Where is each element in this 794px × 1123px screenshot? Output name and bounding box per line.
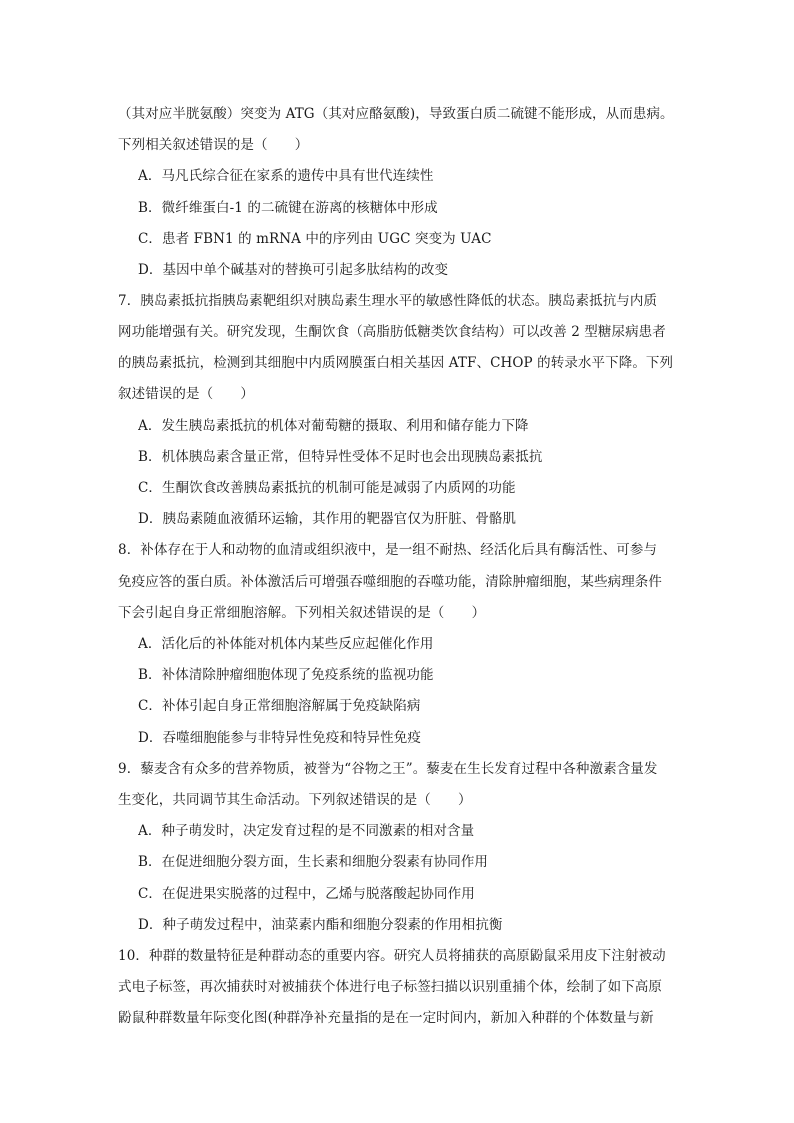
q9-option-c: C．在促进果实脱落的过程中，乙烯与脱落酸起协同作用 (138, 886, 475, 902)
q9-option-a: A．种子萌发时，决定发育过程的是不同激素的相对含量 (138, 823, 475, 839)
q10-stem-line-3: 鼢鼠种群数量年际变化图(种群净补充量指的是在一定时间内，新加入种群的个体数量与新 (118, 1010, 654, 1026)
q6-option-c: C．患者 FBN1 的 mRNA 中的序列由 UGC 突变为 UAC (138, 231, 492, 247)
q9-option-b: B．在促进细胞分裂方面，生长素和细胞分裂素有协同作用 (138, 854, 489, 870)
q10-stem-line-2: 式电子标签，再次捕获时对被捕获个体进行电子标签扫描以识别重捕个体，绘制了如下高原 (118, 979, 662, 995)
q8-stem-line-3: 下会引起自身正常细胞溶解。下列相关叙述错误的是（ ） (118, 605, 486, 621)
q6-stem-line-2: 下列相关叙述错误的是（ ） (118, 137, 309, 153)
q6-stem-line-1: （其对应半胱氨酸）突变为 ATG（其对应酪氨酸)，导致蛋白质二硫键不能形成，从而患病。 (118, 106, 674, 122)
q7-stem-line-3: 的胰岛素抵抗，检测到其细胞中内质网膜蛋白相关基因 ATF、CHOP 的转录水平下降。下列 (118, 355, 674, 371)
q8-stem-line-2: 免疫应答的蛋白质。补体激活后可增强吞噬细胞的吞噬功能，清除肿瘤细胞，某些病理条件 (118, 574, 662, 590)
q9-stem-line-1: 9．藜麦含有众多的营养物质，被誉为“谷物之王”。藜麦在生长发育过程中各种激素含量发 (118, 761, 658, 777)
q8-option-c: C．补体引起自身正常细胞溶解属于免疫缺陷病 (138, 698, 421, 714)
q7-stem-line-4: 叙述错误的是（ ） (118, 386, 254, 402)
q8-stem-line-1: 8．补体存在于人和动物的血清或组织液中，是一组不耐热、经活化后具有酶活性、可参与 (118, 542, 658, 558)
q8-option-b: B．补体清除肿瘤细胞体现了免疫系统的监视功能 (138, 667, 434, 683)
q7-option-d: D．胰岛素随血液循环运输，其作用的靶器官仅为肝脏、骨骼肌 (138, 511, 517, 527)
q8-option-a: A．活化后的补体能对机体内某些反应起催化作用 (138, 636, 434, 652)
q7-option-b: B．机体胰岛素含量正常，但特异性受体不足时也会出现胰岛素抵抗 (138, 449, 543, 465)
q9-stem-line-2: 生变化，共同调节其生命活动。下列叙述错误的是（ ） (118, 792, 472, 808)
q10-stem-line-1: 10．种群的数量特征是种群动态的重要内容。研究人员将捕获的高原鼢鼠采用皮下注射被动 (118, 948, 666, 964)
q6-option-d: D．基因中单个碱基对的替换可引起多肽结构的改变 (138, 262, 449, 278)
q6-option-a: A．马凡氏综合征在家系的遗传中具有世代连续性 (138, 168, 434, 184)
q6-option-b: B．微纤维蛋白-1 的二硫键在游离的核糖体中形成 (138, 200, 438, 216)
q7-stem-line-1: 7．胰岛素抵抗指胰岛素靶组织对胰岛素生理水平的敏感性降低的状态。胰岛素抵抗与内质 (118, 293, 658, 309)
q7-option-c: C．生酮饮食改善胰岛素抵抗的机制可能是减弱了内质网的功能 (138, 480, 516, 496)
q8-option-d: D．吞噬细胞能参与非特异性免疫和特异性免疫 (138, 730, 421, 746)
q9-option-d: D．种子萌发过程中，油菜素内酯和细胞分裂素的作用相抗衡 (138, 917, 503, 933)
q7-stem-line-2: 网功能增强有关。研究发现，生酮饮食（高脂肪低糖类饮食结构）可以改善 2 型糖尿病患者 (118, 324, 666, 340)
q7-option-a: A．发生胰岛素抵抗的机体对葡萄糖的摄取、利用和储存能力下降 (138, 418, 529, 434)
